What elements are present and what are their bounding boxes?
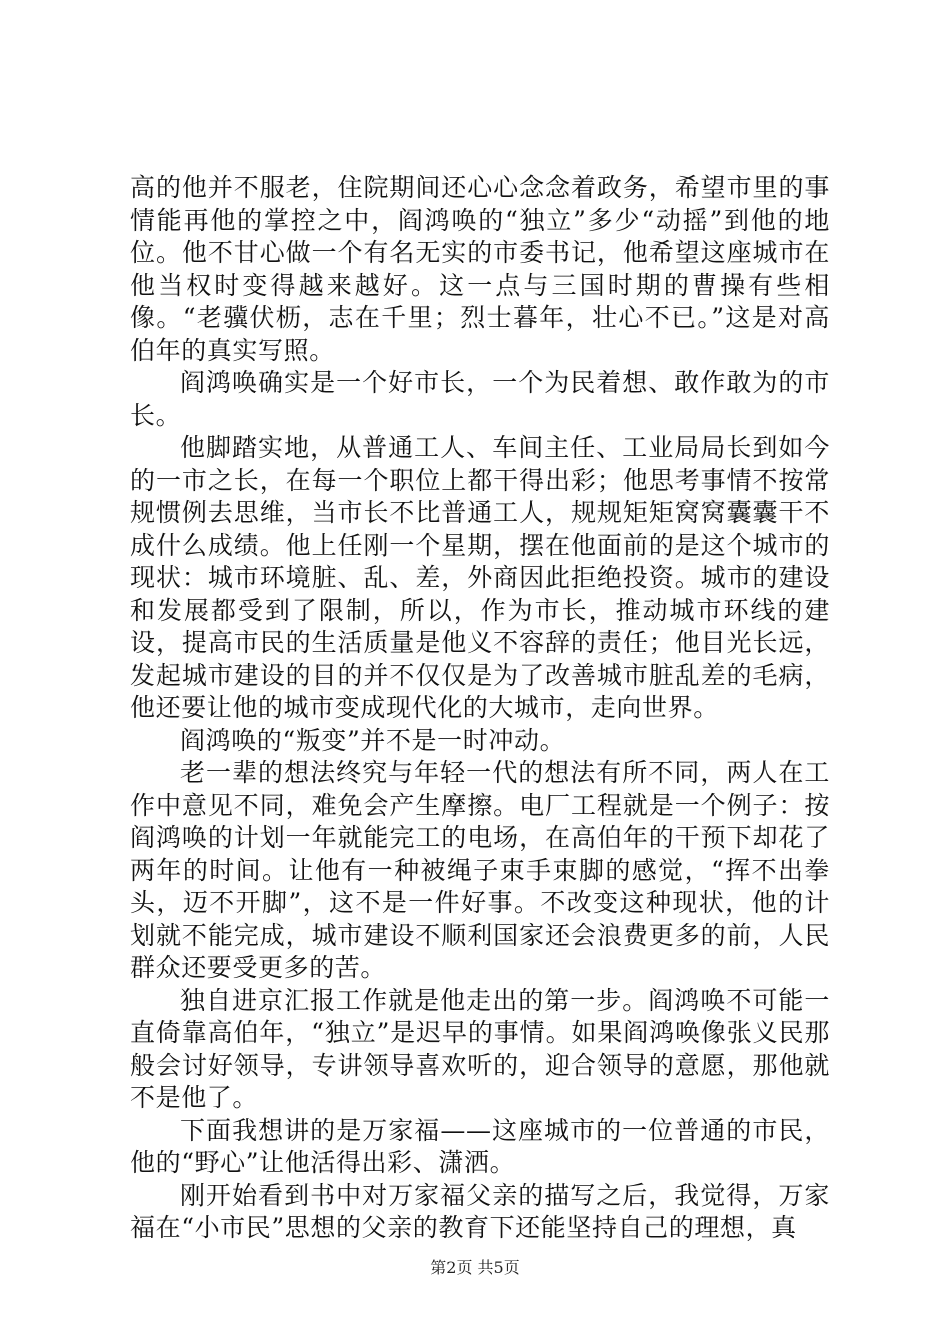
paragraph-2: 阎鸿唤确实是一个好市长，一个为民着想、敢作敢为的市长。 bbox=[130, 368, 830, 430]
paragraph-8: 刚开始看到书中对万家福父亲的描写之后，我觉得，万家福在“小市民”思想的父亲的教育下还能坚持自己的理想，真 bbox=[130, 1180, 830, 1242]
paragraph-3: 他脚踏实地，从普通工人、车间主任、工业局局长到如今的一市之长，在每一个职位上都干得出彩；他思考事情不按常规惯例去思维，当市长不比普通工人，规规矩矩窝窝囊囊干不成什么成绩。他上任刚一个星期，摆在他面前的是这个城市的现状：城市环境脏、乱、差，外商因此拒绝投资。城市的建设和发展都受到了限制，所以，作为市长，推动城市环线的建设，提高市民的生活质量是他义不容辞的责任；他目光长远，发起城市建设的目的并不仅仅是为了改善城市脏乱差的毛病，他还要让他的城市变成现代化的大城市，走向世界。 bbox=[130, 433, 830, 722]
paragraph-5: 老一辈的想法终究与年轻一代的想法有所不同，两人在工作中意见不同，难免会产生摩擦。电厂工程就是一个例子：按阎鸿唤的计划一年就能完工的电场，在高伯年的干预下却花了两年的时间。让他有一种被绳子束手束脚的感觉，“挥不出拳头，迈不开脚”，这不是一件好事。不改变这种现状，他的计划就不能完成，城市建设不顺利国家还会浪费更多的前，人民群众还要受更多的苦。 bbox=[130, 758, 830, 982]
paragraph-7: 下面我想讲的是万家福——这座城市的一位普通的市民，他的“野心”让他活得出彩、潇洒。 bbox=[130, 1115, 830, 1177]
paragraph-4: 阎鸿唤的“叛变”并不是一时冲动。 bbox=[180, 725, 566, 755]
page-footer: 第2页 共5页 bbox=[430, 1258, 520, 1277]
body-text bbox=[130, 172, 830, 1245]
paragraph-1: 高的他并不服老，住院期间还心心念念着政务，希望市里的事情能再他的掌控之中，阎鸿唤的“独立”多少“动摇”到他的地位。他不甘心做一个有名无实的市委书记，他希望这座城市在他当权时变得越来越好。这一点与三国时期的曹操有些相像。“老骥伏枥，志在千里；烈士暮年，壮心不已。”这是对高伯年的真实写照。 bbox=[130, 173, 830, 365]
paragraph-6: 独自进京汇报工作就是他走出的第一步。阎鸿唤不可能一直倚靠高伯年，“独立”是迟早的事情。如果阎鸿唤像张义民那般会讨好领导，专讲领导喜欢听的，迎合领导的意愿，那他就不是他了。 bbox=[130, 985, 830, 1112]
